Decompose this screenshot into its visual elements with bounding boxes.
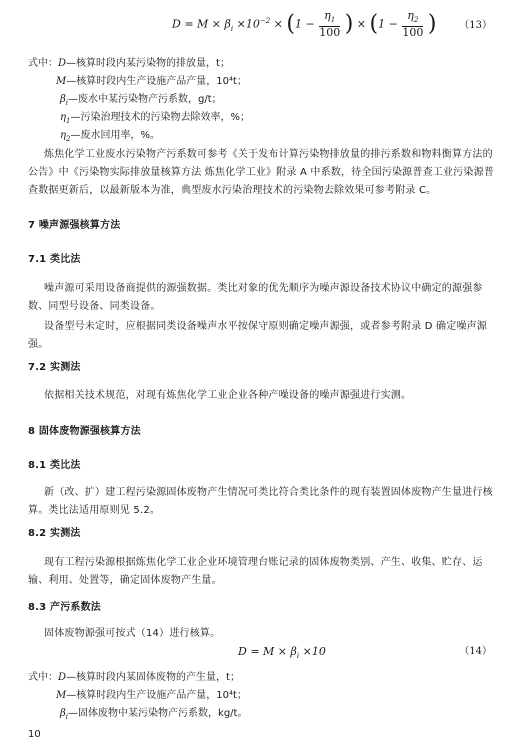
- section-7-heading: 7 噪声源强核算方法: [28, 220, 121, 231]
- defs2-row-0: [28, 670, 240, 685]
- defs1-row-3: [60, 110, 250, 129]
- defs1-sub-4: 2: [66, 135, 71, 143]
- defs1-text-1: —核算时段内生产设施产品产量，10⁴t；: [66, 76, 247, 87]
- defs1-row-1: [56, 74, 247, 89]
- equation-13-number: （13）: [459, 20, 492, 31]
- defs1-text-2: —废水中某污染物产污系数，g/t；: [68, 94, 222, 105]
- defs1-var-2: β: [60, 94, 66, 105]
- section-8-3-heading: 8.3 产污系数法: [28, 602, 101, 613]
- defs2-var-1: M: [56, 690, 67, 701]
- defs1-var-1: M: [56, 76, 67, 87]
- defs2-row-2: [60, 706, 247, 725]
- equation-14: $D = M \times \beta_i \times 10$: [238, 645, 326, 661]
- section-7-1-heading: 7.1 类比法: [28, 254, 81, 265]
- defs1-text-0: —核算时段内某污染物的排放量，t；: [66, 58, 230, 69]
- paragraph-7-1-b: 设备型号未定时，应根据同类设备噪声水平按保守原则确定噪声源强，或者参考附录 D 确定噪声源强。: [28, 321, 488, 350]
- defs1-var-3: η: [60, 112, 66, 123]
- defs2-sub-2: i: [65, 713, 69, 721]
- defs1-row-4: [60, 128, 160, 147]
- defs1-label: 式中：: [28, 58, 58, 69]
- defs1-text-3: —污染治理技术的污染物去除效率，%；: [70, 112, 250, 123]
- defs2-var-0: D: [58, 672, 67, 683]
- defs1-sub-3: 1: [66, 117, 71, 125]
- defs2-text-2: —固体废物中某污染物产污系数，kg/t。: [68, 708, 248, 719]
- defs1-row-0: [28, 56, 230, 71]
- paragraph-coke-wastewater: 炼焦化学工业废水污染物产污系数可参考《关于发布计算污染物排放量的排污系数和物料衡算方法的公告》中《污染物实际排放量核算方法 炼焦化学工业》附录 A 中系数，待全国污染源普查工业污染源普查数据更新后，以最新版本为准，典型废水污染治理技术的污染物去除效果可参考附录 C。: [28, 149, 494, 196]
- equation-14-number: （14）: [459, 646, 492, 657]
- section-8-1-heading: 8.1 类比法: [28, 460, 81, 471]
- defs2-text-1: —核算时段内生产设施产品产量，10⁴t；: [66, 690, 247, 701]
- defs2-var-2: β: [60, 708, 66, 719]
- defs1-sub-2: i: [65, 99, 69, 107]
- defs1-text-4: —废水回用率，%。: [70, 130, 160, 141]
- equation-13: $D = M \times \beta_i \times 10^{-2} \times (1$ − $\frac{\eta_1}{100}$ ) × (1 − $\frac{\eta_2}{100}$ ): [172, 9, 437, 40]
- defs2-row-1: [56, 688, 247, 703]
- defs1-row-2: [60, 92, 222, 111]
- paragraph-7-2: 依据相关技术规范，对现有炼焦化学工业企业各种产噪设备的噪声源强进行实测。: [44, 390, 412, 401]
- paragraph-8-2: 现有工程污染源根据炼焦化学工业企业环境管理台账记录的固体废物类别、产生、收集、贮存、运输、利用、处置等，确定固体废物产生量。: [28, 557, 483, 586]
- defs1-var-4: η: [60, 130, 66, 141]
- section-7-2-heading: 7.2 实测法: [28, 362, 81, 373]
- paragraph-8-1: 新（改、扩）建工程污染源固体废物产生情况可类比符合类比条件的现有装置固体废物产生量进行核算。类比法适用原则见 5.2。: [28, 487, 493, 516]
- defs2-label: 式中：: [28, 672, 58, 683]
- paragraph-8-3: 固体废物源强可按式（14）进行核算。: [44, 628, 221, 639]
- paragraph-7-1-a: 噪声源可采用设备商提供的源强数据。类比对象的优先顺序为噪声源设备技术协议中确定的源强参数、同型号设备、同类设备。: [28, 283, 483, 312]
- page-number: 10: [28, 729, 41, 740]
- defs2-text-0: —核算时段内某固体废物的产生量，t；: [66, 672, 240, 683]
- section-8-2-heading: 8.2 实测法: [28, 528, 81, 539]
- defs1-var-0: D: [58, 58, 67, 69]
- section-8-heading: 8 固体废物源强核算方法: [28, 426, 141, 437]
